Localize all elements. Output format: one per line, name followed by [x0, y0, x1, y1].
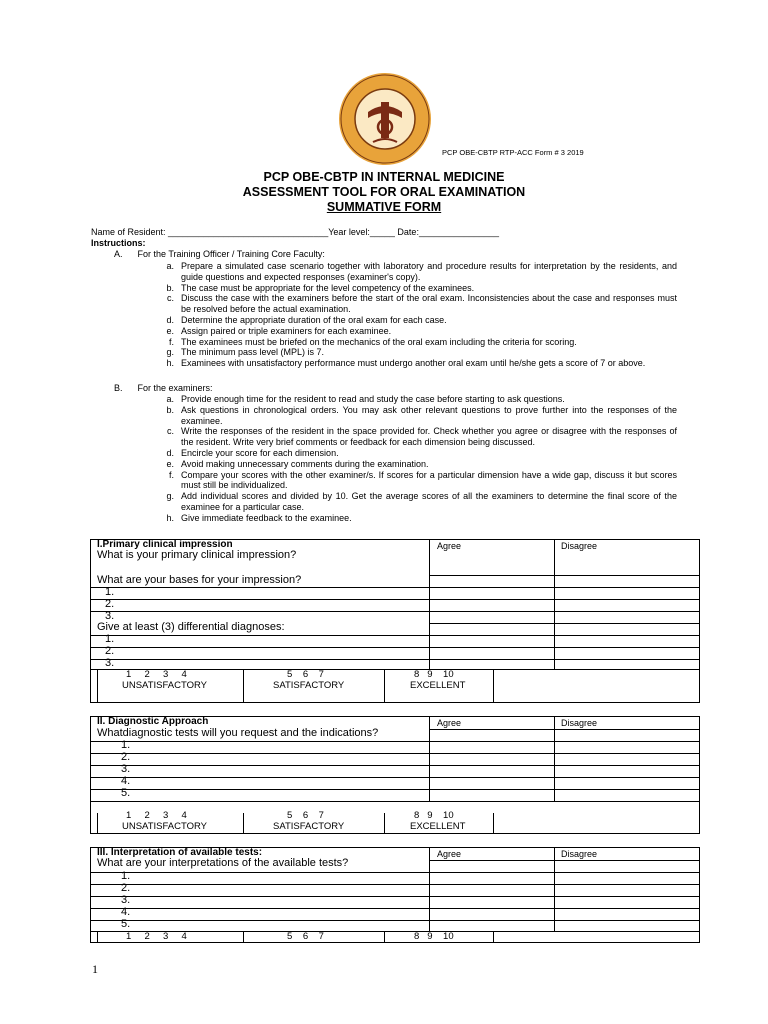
score-options-low[interactable]: 1 2 3 4 — [126, 810, 187, 821]
score-label-mid: SATISFACTORY — [273, 680, 345, 691]
list-item: e. Assign paired or triple examiners for each examinee. — [166, 325, 392, 336]
score-label-low: UNSATISFACTORY — [122, 821, 207, 832]
list-item: e. Avoid making unnecessary comments during the examination. — [166, 458, 429, 469]
primary-impression-table — [90, 539, 700, 703]
disagree-header: Disagree — [561, 849, 598, 859]
section-a-list — [91, 261, 677, 369]
question-text: Whatdiagnostic tests will you request and the indications? — [97, 727, 379, 739]
list-item: h. Examinees with unsatisfactory performance must undergo another oral exam until he/she gets a score of 7 or above. — [166, 358, 646, 369]
score-label-low: UNSATISFACTORY — [122, 680, 207, 691]
answer-number: 3. — [121, 894, 131, 906]
score-label-high: EXCELLENT — [410, 821, 466, 832]
list-item: a. Provide enough time for the resident to read and study the case before starting to ask questions. — [166, 394, 565, 404]
section-heading: I.Primary clinical impression — [97, 539, 233, 550]
score-options-high[interactable]: 8 9 10 — [414, 669, 454, 680]
score-options-mid[interactable]: 5 6 7 — [287, 931, 324, 942]
answer-number: 2. — [105, 598, 115, 610]
answer-number: 1. — [121, 870, 131, 882]
answer-number: 1. — [105, 633, 115, 645]
answer-number: 3. — [105, 657, 115, 669]
page-number: 1 — [92, 962, 98, 976]
list-item: a. Prepare a simulated case scenario together with laboratory and procedure results for interpretation by the residents, and guide questions and expected responses (examiner's copy). — [166, 261, 677, 282]
question-text: What is your primary clinical impression? — [97, 549, 297, 561]
score-options-low[interactable]: 1 2 3 4 — [126, 931, 187, 942]
list-item: d. Determine the appropriate duration of the oral exam for each case. — [166, 314, 447, 325]
list-item: g. Add individual scores and divided by 10. Get the average scores of all the examiners to determine the final score of the examinee for a particular case. — [166, 491, 677, 512]
diagnostic-approach-table — [90, 716, 700, 834]
section-a-label: A. For the Training Officer / Training Core Faculty: — [114, 249, 325, 259]
score-label-mid: SATISFACTORY — [273, 821, 345, 832]
agree-header: Agree — [437, 849, 462, 859]
college-seal-logo — [338, 72, 432, 166]
answer-number: 1. — [105, 586, 115, 598]
list-item: b. Ask questions in chronological orders. You may ask other relevant questions to prove further into the responses of the examinee. — [166, 404, 677, 426]
answer-number: 3. — [105, 610, 115, 622]
answer-number: 2. — [121, 751, 131, 763]
section-b-list — [91, 394, 677, 524]
list-item: g. The minimum pass level (MPL) is 7. — [166, 347, 325, 358]
score-label-high: EXCELLENT — [410, 680, 466, 691]
answer-number: 1. — [121, 739, 131, 751]
document-subtitle: ASSESSMENT TOOL FOR ORAL EXAMINATION — [242, 185, 526, 199]
answer-number: 5. — [121, 787, 131, 799]
question-text: Give at least (3) differential diagnoses: — [97, 621, 285, 633]
interpretation-table — [90, 847, 700, 943]
list-item: d. Encircle your score for each dimension. — [166, 447, 339, 458]
list-item: c. Discuss the case with the examiners before the start of the oral exam. Inconsistencies about the case and responses must be resolved before the actual examination. — [166, 293, 677, 315]
form-type-title: SUMMATIVE FORM — [326, 200, 442, 214]
list-item: c. Write the responses of the resident in the space provided for. Check whether you agree or disagree with the responses of the resident. Write very brief comments or feedback for each dimension being discussed. — [166, 426, 677, 448]
section-b-label: B. For the examiners: — [114, 383, 213, 393]
answer-number: 2. — [121, 882, 131, 894]
document-title: PCP OBE-CBTP IN INTERNAL MEDICINE — [263, 170, 505, 184]
agree-header: Agree — [437, 718, 462, 728]
score-options-mid[interactable]: 5 6 7 — [287, 669, 324, 680]
instructions-label: Instructions: — [91, 238, 146, 248]
list-item: h. Give immediate feedback to the examinee. — [166, 512, 352, 523]
score-options-high[interactable]: 8 9 10 — [414, 810, 454, 821]
form-number: PCP OBE-CBTP RTP-ACC Form # 3 2019 — [442, 148, 584, 157]
score-options-low[interactable]: 1 2 3 4 — [126, 669, 187, 680]
answer-number: 4. — [121, 775, 131, 787]
answer-number: 3. — [121, 763, 131, 775]
section-heading: II. Diagnostic Approach — [97, 716, 209, 727]
answer-number: 4. — [121, 906, 131, 918]
resident-info-row: Name of Resident: ________________________________Year level:_____ Date:________________ — [91, 227, 500, 237]
disagree-header: Disagree — [561, 718, 598, 728]
answer-number: 5. — [121, 918, 131, 930]
list-item: b. The case must be appropriate for the level competency of the examinees. — [166, 282, 475, 293]
disagree-header: Disagree — [561, 541, 598, 551]
score-options-mid[interactable]: 5 6 7 — [287, 810, 324, 821]
list-item: f. The examinees must be briefed on the mechanics of the oral exam including the criteria for scoring. — [168, 336, 577, 347]
question-text: What are your interpretations of the available tests? — [97, 857, 349, 869]
section-heading: III. Interpretation of available tests: — [97, 847, 263, 858]
answer-number: 2. — [105, 645, 115, 657]
question-text: What are your bases for your impression? — [97, 574, 302, 586]
agree-header: Agree — [437, 541, 462, 551]
score-options-high[interactable]: 8 9 10 — [414, 931, 454, 942]
list-item: f. Compare your scores with the other examiner/s. If scores for a particular dimension have a wide gap, discuss it but scores must still be individualized. — [168, 469, 677, 491]
